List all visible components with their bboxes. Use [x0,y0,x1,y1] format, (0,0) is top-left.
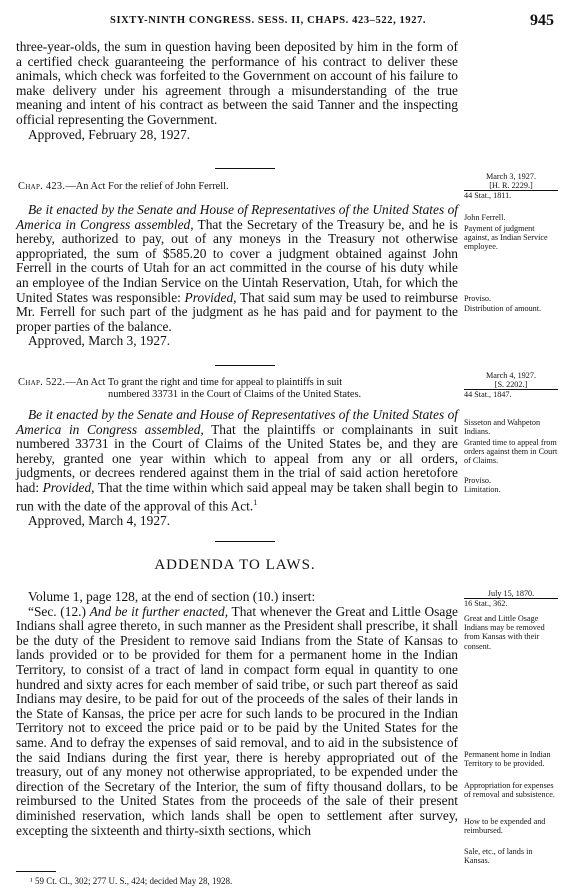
chap-522-proviso-word: Provided, [42,479,95,495]
running-head-title: SIXTY-NINTH CONGRESS. SESS. II, CHAPS. 423–522, 1927. [110,15,427,26]
chap-522-margin-note-3: Limitation. [464,485,501,494]
chap-423-margin-proviso: Proviso. [464,294,492,303]
chap-522-bill: [S. 2202.] [464,380,558,390]
chap-423-margin-note-3: Distribution of amount. [464,304,542,313]
chap-522-label: Chap. 522. [18,377,66,388]
chap-423-proviso-word: Provided, [184,289,237,305]
chap-423-body-text-2: That said sum may be used to reimburse Mr. Ferrell for such part of the judgment as he has paid and for payment to the proper parties of the balance. [16,289,459,334]
chap-522-heading [18,377,448,401]
addenda-intro: Volume 1, page 128, at the end of section (10.) insert: [28,589,316,604]
chap-423-title: —An Act For the relief of John Ferrell. [65,181,229,192]
chap-522-title: —An Act To grant the right and time for appeal to plaintiffs in suit [65,377,343,388]
chap-423-margin-note-2: Payment of judgment against, as Indian Service employee. [464,224,548,252]
chap-522-margin-proviso: Proviso. [464,476,492,485]
addenda-date: July 15, 1870. [464,589,558,599]
chap-423-label: Chap. 423. [18,181,66,192]
chap-423-bill: [H. R. 2229.] [464,181,558,191]
footnote-rule [16,871,56,872]
page-number: 945 [530,12,554,29]
chap-423-heading [18,181,448,193]
addenda-heading: ADDENDA TO LAWS. [154,557,316,573]
addenda-margin-note-4: How to be expended and reimbursed. [464,817,546,836]
section-rule [215,168,275,169]
chap-522-sidenote-header [464,371,558,400]
footnote-marker: 1 [253,497,258,507]
chap-423-body-text: That the Secretary of the Treasury be, and he is hereby, authorized to pay, out of any moneys in the Treasury not otherwise appropriated, the sum of $585.20 to cover a judgment obtained against John Ferrell in the courts of Utah for an act committed in the course of his duty while an employee of the Indian Service on the Uintah Reservation, Utah, for which the United States was responsible: [16,216,458,305]
chap-522-body-text-2: That the time within which said appeal may be taken shall begin to run with the date of the approval of this Act. [16,479,458,514]
addenda-section-text: That whenever the Great and Little Osage Indians shall agree thereto, in such manner as the President shall prescribe, it shall be the duty of the President to remove said Indians from the State of Kansas to lands provided or to be provided for them for a permanent home in the Indian Territory, to consist of a tract of land in compact form equal in quantity to one hundred and sixty acres for each member of said tribe, or such part thereof as said Indians may desire, to be paid for out of the proceeds of the sales of their lands in the State of Kansas, the price per acre for such lands to be procured in the Indian Territory not to exceed the price paid or to be paid by the United States for the same. And to defray the expenses of said removal, and to aid in the subsistence of the said Indians during the first year, there is hereby appropriated out of the treasury, out of any money not otherwise appropriated, to be expended under the direction of the Secretary of the Interior, the sum of fifty thousand dollars, to be reimbursed to the United States from the proceeds of the sale of their present diminished reservation, which lands shall be open to settlement after survey, excepting the sixteenth and thirty-sixth sections, which [16,603,458,838]
footnote: ¹ 59 Ct. Cl., 302; 277 U. S., 424; decided May 28, 1928. [30,876,233,886]
approved-mar-4: Approved, March 4, 1927. [28,512,171,528]
addenda-section-open: “Sec. (12.) [28,603,90,619]
addenda-stat: 16 Stat., 362. [464,599,508,609]
chap-522-body-text: That the plaintiffs or complainants in suit numbered 33731 in the Court of Claims of the United States be, and they are hereby, granted one year within which to appeal from any or all orders, judgments, or decrees rendered against them in the trial of said action heretofore had: [16,421,458,495]
chap-423-sidenote-header [464,172,558,201]
chap-522-title-line-2: numbered 33731 in the Court of Claims of the United States. [108,389,362,400]
chap-522-margin-note-2: Granted time to appeal from orders against them in Court of Claims. [464,438,558,466]
chap-423-body [16,203,458,349]
addenda-sidenote-header [464,589,558,608]
chap-423-date: March 3, 1927. [485,172,537,181]
chap-423-margin-note-1: John Ferrell. [464,213,506,222]
approved-feb-28: Approved, February 28, 1927. [28,126,191,142]
addenda-body [16,590,458,838]
chap-522-date: March 4, 1927. [485,371,537,380]
continued-paragraph-text: three-year-olds, the sum in question having been deposited by him in the form of a certified check guaranteeing the performance of his contract to deliver these animals, which check was forfeited to the Government on account of his failure to make delivery under his agreement through a misunderstanding of the true meaning and intent of his contract as between the said Tanner and the inspecting official representing the Government. [16,39,458,127]
chap-522-enacting-clause: Be it enacted by the Senate and House of Representatives of the United States of America in Congress assembled, [16,407,458,437]
chap-522-margin-note-1: Sisseton and Wahpeton Indians. [464,418,541,437]
chap-423-enacting-clause: Be it enacted by the Senate and House of Representatives of the United States of America in Congress assembled, [16,202,458,232]
approved-mar-3: Approved, March 3, 1927. [28,333,171,349]
addenda-section-italic: And be it further enacted, [89,603,229,619]
section-rule [215,541,275,542]
chap-522-stat: 44 Stat., 1847. [464,390,512,400]
section-rule [215,365,275,366]
addenda-margin-note-3: Appropriation for expenses of removal and subsistence. [464,781,555,800]
running-head [0,12,566,32]
continued-paragraph [16,40,458,142]
chap-522-body [16,408,458,528]
addenda-margin-note-1: Great and Little Osage Indians may be removed from Kansas with their consent. [464,614,545,651]
addenda-margin-note-5: Sale, etc., of lands in Kansas. [464,847,533,866]
addenda-margin-note-2: Permanent home in Indian Territory to be provided. [464,750,551,769]
chap-423-stat: 44 Stat., 1811. [464,191,512,201]
